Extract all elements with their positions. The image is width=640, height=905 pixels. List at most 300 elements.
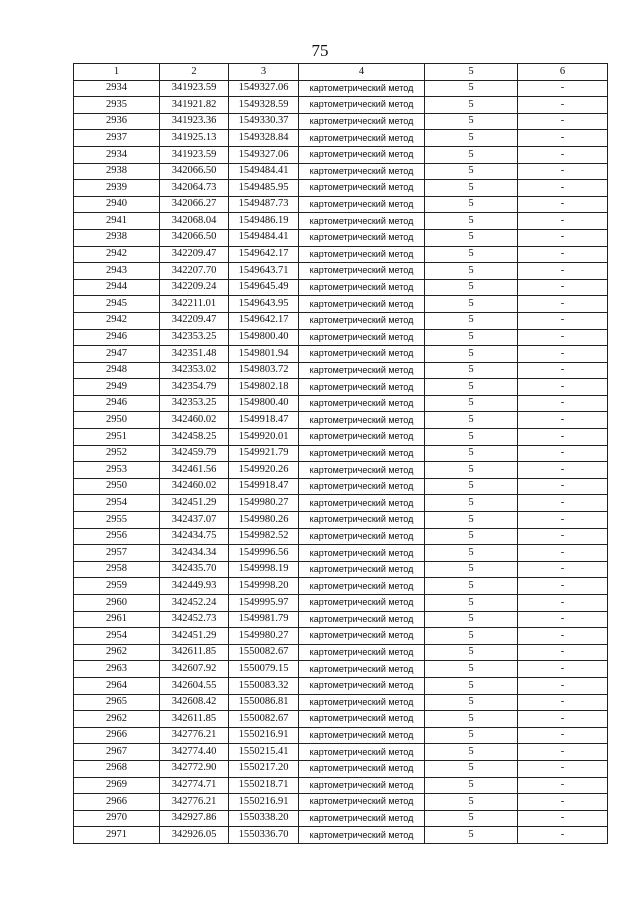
cell-method: картометрический метод [299,478,425,495]
cell-y-coordinate: 1549802.18 [229,379,299,396]
cell-x-coordinate: 342451.29 [160,495,229,512]
table-row [74,595,608,612]
cell-note: - [518,246,608,263]
cell-point-number: 2951 [74,429,160,446]
cell-note: - [518,296,608,313]
cell-y-coordinate: 1549981.79 [229,611,299,628]
cell-point-number: 2955 [74,512,160,529]
cell-note: - [518,578,608,595]
cell-method: картометрический метод [299,760,425,777]
cell-point-number: 2954 [74,628,160,645]
cell-y-coordinate: 1550079.15 [229,661,299,678]
cell-point-number: 2944 [74,279,160,296]
cell-method: картометрический метод [299,279,425,296]
cell-note: - [518,462,608,479]
cell-y-coordinate: 1549980.26 [229,512,299,529]
cell-note: - [518,478,608,495]
table-row [74,694,608,711]
cell-x-coordinate: 341923.36 [160,113,229,130]
cell-method: картометрический метод [299,296,425,313]
cell-y-coordinate: 1550218.71 [229,777,299,794]
cell-note: - [518,146,608,163]
cell-x-coordinate: 341921.82 [160,97,229,114]
cell-point-number: 2964 [74,677,160,694]
cell-point-number: 2953 [74,462,160,479]
cell-point-number: 2938 [74,163,160,180]
cell-method: картометрический метод [299,113,425,130]
cell-x-coordinate: 342351.48 [160,346,229,363]
cell-point-number: 2946 [74,329,160,346]
cell-y-coordinate: 1549800.40 [229,329,299,346]
cell-method: картометрический метод [299,329,425,346]
table-header-row [74,64,608,81]
cell-x-coordinate: 341925.13 [160,130,229,147]
table-row [74,379,608,396]
cell-y-coordinate: 1550217.20 [229,760,299,777]
cell-accuracy: 5 [425,113,518,130]
cell-point-number: 2963 [74,661,160,678]
cell-method: картометрический метод [299,561,425,578]
cell-y-coordinate: 1550086.81 [229,694,299,711]
cell-y-coordinate: 1549484.41 [229,229,299,246]
cell-method: картометрический метод [299,412,425,429]
cell-y-coordinate: 1550338.20 [229,810,299,827]
cell-method: картометрический метод [299,213,425,230]
cell-y-coordinate: 1549918.47 [229,478,299,495]
cell-x-coordinate: 342449.93 [160,578,229,595]
cell-point-number: 2950 [74,412,160,429]
table-row [74,462,608,479]
cell-accuracy: 5 [425,794,518,811]
cell-y-coordinate: 1549643.71 [229,263,299,280]
cell-accuracy: 5 [425,329,518,346]
cell-accuracy: 5 [425,196,518,213]
cell-y-coordinate: 1549920.01 [229,429,299,446]
cell-point-number: 2969 [74,777,160,794]
cell-point-number: 2948 [74,362,160,379]
cell-note: - [518,97,608,114]
cell-accuracy: 5 [425,661,518,678]
cell-point-number: 2934 [74,80,160,97]
cell-y-coordinate: 1550083.32 [229,677,299,694]
cell-note: - [518,611,608,628]
cell-note: - [518,495,608,512]
cell-method: картометрический метод [299,661,425,678]
cell-point-number: 2947 [74,346,160,363]
cell-point-number: 2945 [74,296,160,313]
cell-note: - [518,644,608,661]
cell-x-coordinate: 342209.47 [160,246,229,263]
table-row [74,130,608,147]
cell-x-coordinate: 342068.04 [160,213,229,230]
cell-method: картометрический метод [299,578,425,595]
coordinates-table [73,63,608,844]
cell-accuracy: 5 [425,545,518,562]
cell-y-coordinate: 1549995.97 [229,595,299,612]
cell-x-coordinate: 342209.24 [160,279,229,296]
cell-x-coordinate: 342451.29 [160,628,229,645]
cell-note: - [518,329,608,346]
cell-x-coordinate: 342459.79 [160,445,229,462]
cell-y-coordinate: 1549327.06 [229,80,299,97]
cell-note: - [518,677,608,694]
cell-note: - [518,794,608,811]
cell-point-number: 2940 [74,196,160,213]
cell-point-number: 2962 [74,711,160,728]
cell-y-coordinate: 1550082.67 [229,711,299,728]
cell-point-number: 2950 [74,478,160,495]
column-header-method: 4 [299,64,425,81]
table-row [74,827,608,844]
cell-accuracy: 5 [425,561,518,578]
cell-point-number: 2943 [74,263,160,280]
cell-method: картометрический метод [299,180,425,197]
cell-method: картометрический метод [299,512,425,529]
cell-y-coordinate: 1549484.41 [229,163,299,180]
cell-method: картометрический метод [299,130,425,147]
cell-note: - [518,744,608,761]
cell-x-coordinate: 341923.59 [160,80,229,97]
cell-method: картометрический метод [299,362,425,379]
table-row [74,279,608,296]
table-row [74,346,608,363]
cell-point-number: 2966 [74,727,160,744]
table-row [74,495,608,512]
cell-accuracy: 5 [425,760,518,777]
cell-method: картометрический метод [299,146,425,163]
cell-point-number: 2965 [74,694,160,711]
cell-method: картометрический метод [299,379,425,396]
cell-note: - [518,163,608,180]
cell-accuracy: 5 [425,213,518,230]
cell-x-coordinate: 342207.70 [160,263,229,280]
cell-method: картометрический метод [299,196,425,213]
cell-accuracy: 5 [425,578,518,595]
cell-method: картометрический метод [299,395,425,412]
column-header-y-coordinate: 3 [229,64,299,81]
cell-x-coordinate: 342774.40 [160,744,229,761]
cell-y-coordinate: 1550215.41 [229,744,299,761]
cell-y-coordinate: 1549487.73 [229,196,299,213]
cell-x-coordinate: 342452.73 [160,611,229,628]
cell-x-coordinate: 342066.50 [160,229,229,246]
cell-x-coordinate: 342461.56 [160,462,229,479]
cell-accuracy: 5 [425,628,518,645]
cell-point-number: 2958 [74,561,160,578]
cell-x-coordinate: 342434.34 [160,545,229,562]
table-row [74,810,608,827]
cell-y-coordinate: 1549328.84 [229,130,299,147]
cell-point-number: 2934 [74,146,160,163]
cell-x-coordinate: 342927.86 [160,810,229,827]
cell-accuracy: 5 [425,595,518,612]
cell-x-coordinate: 342211.01 [160,296,229,313]
cell-method: картометрический метод [299,777,425,794]
cell-y-coordinate: 1550216.91 [229,794,299,811]
column-header-point-number: 1 [74,64,160,81]
cell-accuracy: 5 [425,229,518,246]
cell-accuracy: 5 [425,163,518,180]
table-row [74,611,608,628]
cell-note: - [518,512,608,529]
cell-x-coordinate: 342354.79 [160,379,229,396]
cell-method: картометрический метод [299,429,425,446]
cell-point-number: 2938 [74,229,160,246]
cell-note: - [518,445,608,462]
cell-x-coordinate: 341923.59 [160,146,229,163]
cell-y-coordinate: 1549980.27 [229,495,299,512]
cell-method: картометрический метод [299,810,425,827]
cell-point-number: 2935 [74,97,160,114]
cell-x-coordinate: 342066.50 [160,163,229,180]
table-row [74,445,608,462]
page-number: 75 [311,41,329,60]
cell-y-coordinate: 1550336.70 [229,827,299,844]
cell-x-coordinate: 342772.90 [160,760,229,777]
table-row [74,760,608,777]
cell-note: - [518,229,608,246]
cell-accuracy: 5 [425,727,518,744]
cell-accuracy: 5 [425,810,518,827]
cell-accuracy: 5 [425,445,518,462]
cell-method: картометрический метод [299,346,425,363]
cell-point-number: 2936 [74,113,160,130]
table-row [74,528,608,545]
cell-accuracy: 5 [425,180,518,197]
cell-accuracy: 5 [425,312,518,329]
cell-note: - [518,727,608,744]
column-header-accuracy: 5 [425,64,518,81]
cell-y-coordinate: 1549920.26 [229,462,299,479]
cell-point-number: 2971 [74,827,160,844]
cell-x-coordinate: 342458.25 [160,429,229,446]
cell-note: - [518,777,608,794]
column-header-note: 6 [518,64,608,81]
cell-note: - [518,827,608,844]
cell-accuracy: 5 [425,263,518,280]
cell-accuracy: 5 [425,512,518,529]
table-row [74,213,608,230]
cell-y-coordinate: 1549980.27 [229,628,299,645]
table-row [74,196,608,213]
cell-note: - [518,395,608,412]
cell-note: - [518,279,608,296]
cell-note: - [518,545,608,562]
cell-method: картометрический метод [299,644,425,661]
table-row [74,578,608,595]
cell-y-coordinate: 1549801.94 [229,346,299,363]
cell-accuracy: 5 [425,97,518,114]
table-row [74,329,608,346]
table-row [74,711,608,728]
cell-note: - [518,196,608,213]
table-row [74,263,608,280]
cell-accuracy: 5 [425,296,518,313]
cell-accuracy: 5 [425,80,518,97]
cell-accuracy: 5 [425,528,518,545]
table-row [74,146,608,163]
cell-method: картометрический метод [299,80,425,97]
table-row [74,561,608,578]
cell-y-coordinate: 1549485.95 [229,180,299,197]
cell-y-coordinate: 1549998.19 [229,561,299,578]
cell-method: картометрический метод [299,495,425,512]
cell-y-coordinate: 1550082.67 [229,644,299,661]
cell-x-coordinate: 342452.24 [160,595,229,612]
cell-accuracy: 5 [425,346,518,363]
cell-note: - [518,760,608,777]
cell-accuracy: 5 [425,279,518,296]
cell-method: картометрический метод [299,694,425,711]
table-row [74,628,608,645]
cell-note: - [518,362,608,379]
cell-point-number: 2957 [74,545,160,562]
cell-point-number: 2956 [74,528,160,545]
cell-method: картометрический метод [299,677,425,694]
table-row [74,677,608,694]
cell-note: - [518,113,608,130]
cell-note: - [518,412,608,429]
cell-method: картометрический метод [299,263,425,280]
table-row [74,644,608,661]
cell-note: - [518,810,608,827]
cell-method: картометрический метод [299,246,425,263]
cell-accuracy: 5 [425,677,518,694]
cell-point-number: 2942 [74,312,160,329]
cell-method: картометрический метод [299,827,425,844]
cell-point-number: 2968 [74,760,160,777]
cell-method: картометрический метод [299,97,425,114]
table-row [74,661,608,678]
table-row [74,395,608,412]
cell-method: картометрический метод [299,794,425,811]
cell-note: - [518,80,608,97]
cell-note: - [518,429,608,446]
cell-note: - [518,312,608,329]
cell-point-number: 2954 [74,495,160,512]
cell-y-coordinate: 1549327.06 [229,146,299,163]
cell-accuracy: 5 [425,611,518,628]
table-row [74,412,608,429]
cell-method: картометрический метод [299,528,425,545]
cell-y-coordinate: 1549328.59 [229,97,299,114]
cell-method: картометрический метод [299,445,425,462]
cell-x-coordinate: 342353.02 [160,362,229,379]
table-row [74,777,608,794]
cell-note: - [518,561,608,578]
cell-x-coordinate: 342774.71 [160,777,229,794]
cell-y-coordinate: 1549642.17 [229,312,299,329]
cell-x-coordinate: 342604.55 [160,677,229,694]
cell-point-number: 2952 [74,445,160,462]
cell-x-coordinate: 342353.25 [160,395,229,412]
cell-y-coordinate: 1549800.40 [229,395,299,412]
cell-point-number: 2949 [74,379,160,396]
cell-accuracy: 5 [425,130,518,147]
table-row [74,296,608,313]
cell-note: - [518,595,608,612]
cell-accuracy: 5 [425,694,518,711]
cell-point-number: 2937 [74,130,160,147]
cell-point-number: 2970 [74,810,160,827]
cell-note: - [518,528,608,545]
cell-accuracy: 5 [425,644,518,661]
cell-method: картометрический метод [299,628,425,645]
cell-x-coordinate: 342611.85 [160,644,229,661]
cell-accuracy: 5 [425,478,518,495]
cell-point-number: 2942 [74,246,160,263]
cell-y-coordinate: 1550216.91 [229,727,299,744]
cell-note: - [518,263,608,280]
table-row [74,163,608,180]
cell-x-coordinate: 342776.21 [160,794,229,811]
cell-note: - [518,711,608,728]
cell-y-coordinate: 1549982.52 [229,528,299,545]
cell-point-number: 2961 [74,611,160,628]
cell-method: картометрический метод [299,595,425,612]
cell-y-coordinate: 1549645.49 [229,279,299,296]
cell-point-number: 2960 [74,595,160,612]
cell-x-coordinate: 342460.02 [160,412,229,429]
cell-method: картометрический метод [299,545,425,562]
cell-accuracy: 5 [425,777,518,794]
cell-accuracy: 5 [425,429,518,446]
table-row [74,478,608,495]
cell-accuracy: 5 [425,827,518,844]
cell-point-number: 2959 [74,578,160,595]
cell-y-coordinate: 1549803.72 [229,362,299,379]
cell-x-coordinate: 342608.42 [160,694,229,711]
cell-x-coordinate: 342064.73 [160,180,229,197]
cell-y-coordinate: 1549330.37 [229,113,299,130]
cell-x-coordinate: 342437.07 [160,512,229,529]
cell-y-coordinate: 1549998.20 [229,578,299,595]
column-header-x-coordinate: 2 [160,64,229,81]
cell-x-coordinate: 342435.70 [160,561,229,578]
cell-y-coordinate: 1549642.17 [229,246,299,263]
table-row [74,744,608,761]
cell-x-coordinate: 342434.75 [160,528,229,545]
cell-point-number: 2939 [74,180,160,197]
cell-method: картометрический метод [299,163,425,180]
cell-note: - [518,130,608,147]
cell-x-coordinate: 342607.92 [160,661,229,678]
cell-accuracy: 5 [425,711,518,728]
cell-x-coordinate: 342611.85 [160,711,229,728]
cell-y-coordinate: 1549643.95 [229,296,299,313]
cell-method: картометрический метод [299,229,425,246]
cell-point-number: 2967 [74,744,160,761]
cell-x-coordinate: 342926.05 [160,827,229,844]
cell-note: - [518,379,608,396]
cell-accuracy: 5 [425,744,518,761]
cell-point-number: 2962 [74,644,160,661]
cell-note: - [518,213,608,230]
table-row [74,246,608,263]
table-row [74,727,608,744]
table-row [74,512,608,529]
cell-accuracy: 5 [425,395,518,412]
cell-point-number: 2946 [74,395,160,412]
cell-accuracy: 5 [425,246,518,263]
cell-note: - [518,346,608,363]
table-row [74,545,608,562]
table-row [74,229,608,246]
cell-x-coordinate: 342066.27 [160,196,229,213]
table-row [74,80,608,97]
cell-note: - [518,661,608,678]
cell-accuracy: 5 [425,462,518,479]
